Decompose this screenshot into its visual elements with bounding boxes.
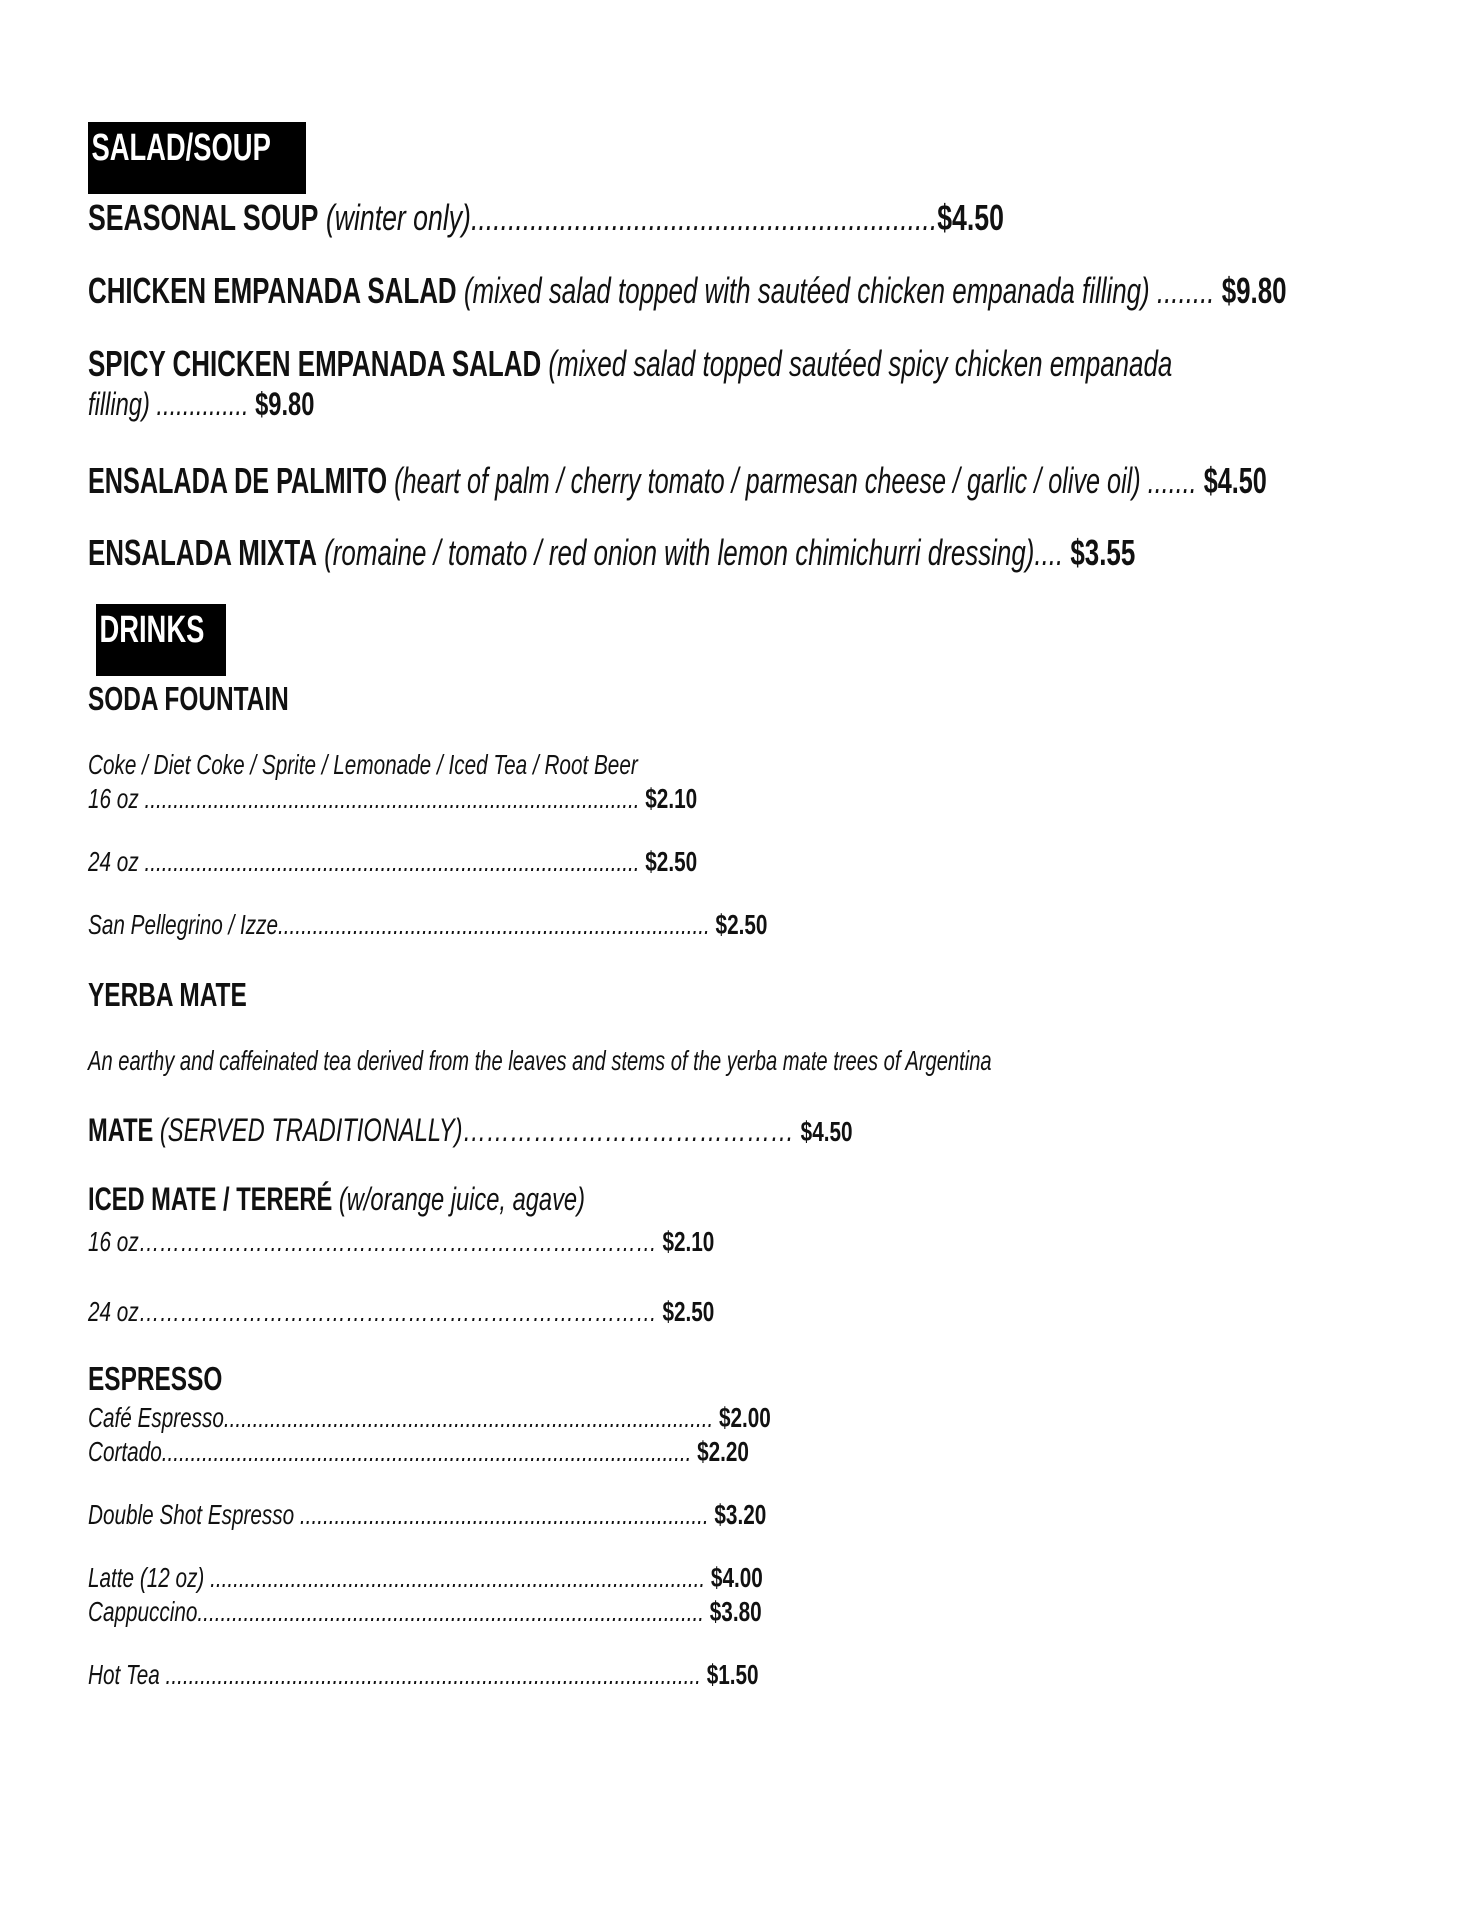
section-header-drinks	[96, 604, 226, 676]
price-row-hot-tea	[88, 1658, 994, 1692]
row-price: $2.20	[697, 1436, 749, 1467]
row-label: Hot Tea	[88, 1659, 160, 1690]
row-price: $4.00	[710, 1562, 763, 1593]
dot-leader: ........................................................................................	[197, 1596, 710, 1627]
row-label: Cappuccino	[88, 1596, 198, 1627]
price-row-cappuccino	[88, 1595, 998, 1629]
row-price: $2.50	[662, 1296, 715, 1327]
section-header-salad-soup	[88, 122, 306, 194]
price-row-latte	[88, 1561, 1000, 1595]
menu-item-seasonal-soup	[88, 198, 1326, 238]
dot-leader: ............................................................................................	[161, 1436, 698, 1467]
item-name: ENSALADA MIXTA	[88, 532, 317, 573]
dot-leader: ......................................................................................	[138, 783, 646, 814]
dot-leader: .....................................................................................	[223, 1402, 719, 1433]
item-price: $4.50	[937, 197, 1004, 238]
dot-leader: …………………………………………………………………	[138, 1296, 663, 1327]
item-description-continued: filling)	[88, 386, 150, 422]
soda-flavors: Coke / Diet Coke / Sprite / Lemonade / Iced Tea / Root Beer	[88, 749, 638, 780]
price-row-double-shot-espresso	[88, 1498, 1005, 1532]
menu-item-spicy-chicken-empanada-salad	[88, 344, 1484, 384]
dot-leader: ...............................................................	[470, 197, 938, 238]
row-price: $2.10	[645, 783, 698, 814]
dot-leader: ......................................................................................	[204, 1562, 711, 1593]
item-description: (w/orange juice, agave)	[338, 1181, 585, 1217]
row-label: 16 oz	[88, 783, 139, 814]
row-price: $2.00	[718, 1402, 771, 1433]
subsection-title-espresso: ESPRESSO	[88, 1360, 223, 1397]
row-label: San Pellegrino / Izze	[88, 909, 279, 940]
price-row-iced-mate-24oz	[88, 1295, 934, 1329]
dot-leader: ..............	[149, 386, 256, 422]
section-title: SALAD/SOUP	[91, 127, 271, 169]
price-row-iced-mate-16oz	[88, 1225, 934, 1259]
item-price: $4.50	[800, 1116, 853, 1147]
menu-item-iced-mate	[88, 1179, 760, 1219]
dot-leader: .......................................................................	[294, 1499, 715, 1530]
item-price: $4.50	[1203, 460, 1267, 501]
item-description: (heart of palm / cherry tomato / parmesan cheese / garlic / olive oil)	[394, 460, 1141, 501]
item-name: MATE	[88, 1112, 154, 1148]
row-price: $3.20	[714, 1499, 767, 1530]
row-label: Café Espresso	[88, 1402, 224, 1433]
row-price: $1.50	[706, 1659, 759, 1690]
item-description: (romaine / tomato / red onion with lemon chimichurri dressing)....	[324, 532, 1064, 573]
dot-leader: ...........................................................................	[278, 909, 716, 940]
item-description: (SERVED TRADITIONALLY)	[159, 1112, 463, 1148]
item-name: ICED MATE / TERERÉ	[88, 1181, 333, 1217]
row-price: $2.50	[715, 909, 768, 940]
dot-leader: .............................................................................................	[159, 1659, 707, 1690]
row-label: 24 oz	[88, 846, 139, 877]
menu-item-mate	[88, 1110, 1121, 1152]
row-label: 24 oz	[88, 1296, 139, 1327]
item-name: SEASONAL SOUP	[88, 197, 319, 238]
menu-item-spicy-chicken-empanada-salad-line2	[88, 384, 394, 424]
item-price: $9.80	[1221, 270, 1287, 311]
row-price: $2.50	[645, 846, 698, 877]
item-description: (mixed salad topped with sautéed chicken empanada filling)	[463, 270, 1150, 311]
subsection-title-soda-fountain: SODA FOUNTAIN	[88, 680, 289, 717]
price-row-soda-16oz	[88, 782, 911, 816]
menu-item-ensalada-de-palmito	[88, 461, 1484, 501]
menu-item-chicken-empanada-salad	[88, 271, 1484, 311]
dot-leader: ……………………………………	[462, 1112, 801, 1148]
item-description: (winter only)	[325, 197, 471, 238]
subsection-title-yerba-mate: YERBA MATE	[88, 976, 247, 1013]
price-row-cafe-espresso	[88, 1401, 1011, 1435]
item-price: $9.80	[255, 386, 315, 422]
price-row-san-pellegrino	[88, 908, 1006, 942]
item-name: CHICKEN EMPANADA SALAD	[88, 270, 457, 311]
item-name: SPICY CHICKEN EMPANADA SALAD	[88, 343, 542, 384]
dot-leader: ........	[1149, 270, 1222, 311]
dot-leader: .......	[1140, 460, 1204, 501]
dot-leader: ......................................................................................	[138, 846, 646, 877]
item-description: (mixed salad topped sautéed spicy chicken empanada	[548, 343, 1173, 384]
price-row-soda-24oz	[88, 845, 911, 879]
yerba-mate-description: An earthy and caffeinated tea derived from the leaves and stems of the yerba mate trees of Argentina	[88, 1045, 992, 1076]
row-label: Double Shot Espresso	[88, 1499, 295, 1530]
row-label: 16 oz	[88, 1226, 139, 1257]
row-price: $3.80	[709, 1596, 762, 1627]
price-row-cortado	[88, 1435, 981, 1469]
row-price: $2.10	[662, 1226, 715, 1257]
section-title: DRINKS	[99, 609, 205, 651]
item-price: $3.55	[1070, 532, 1136, 573]
row-label: Cortado	[88, 1436, 162, 1467]
item-name: ENSALADA DE PALMITO	[88, 460, 388, 501]
row-label: Latte (12 oz)	[88, 1562, 205, 1593]
menu-item-ensalada-mixta	[88, 533, 1484, 573]
dot-leader: …………………………………………………………………	[138, 1226, 663, 1257]
